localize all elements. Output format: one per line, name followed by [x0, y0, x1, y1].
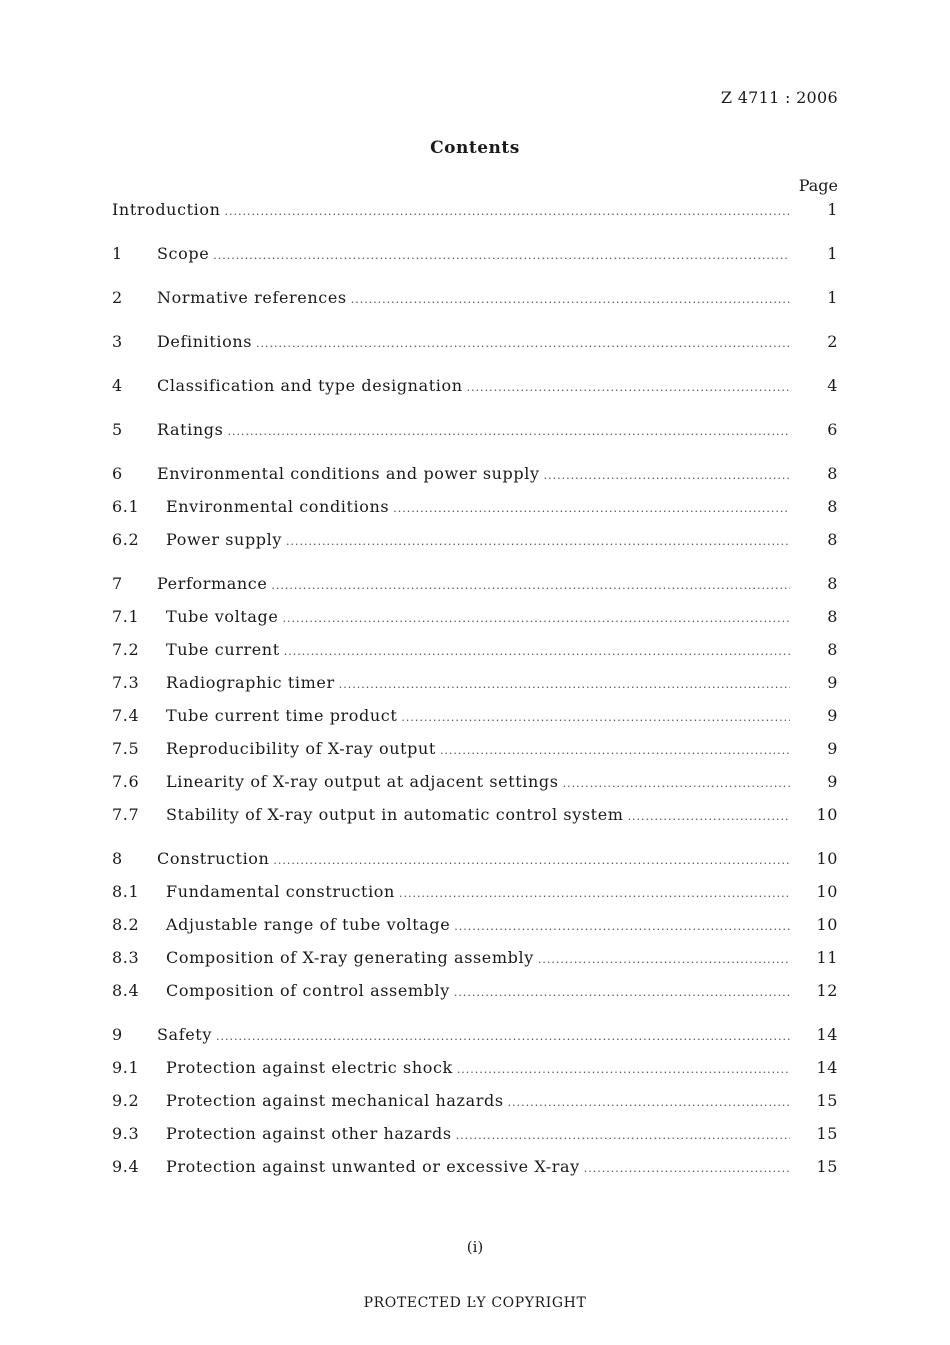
toc-entry-label: Definitions	[157, 332, 253, 351]
toc-entry[interactable]	[112, 420, 838, 453]
toc-entry[interactable]	[112, 530, 838, 563]
dot-leader	[454, 920, 790, 933]
toc-entry-label: Classification and type designation	[157, 376, 463, 395]
dot-leader	[351, 293, 790, 306]
toc-entry-number: 7.2	[112, 640, 140, 659]
toc-entry-number: 9.1	[112, 1058, 140, 1077]
toc-entry-label: Composition of X-ray generating assembly	[166, 948, 534, 967]
toc-entry-label: Construction	[157, 849, 270, 868]
toc-entry-label: Protection against unwanted or excessive X-ray	[166, 1157, 580, 1176]
toc-entry-label: Power supply	[166, 530, 283, 549]
toc-entry-number: 5	[112, 420, 123, 439]
toc-entry-number: 9.2	[112, 1091, 140, 1110]
toc-entry-page: 8	[827, 464, 838, 483]
toc-entry-page: 14	[816, 1058, 838, 1077]
toc-entry-number: 7	[112, 574, 123, 593]
toc-entry[interactable]	[112, 981, 838, 1014]
dot-leader	[216, 1030, 790, 1043]
toc-entry-page: 10	[816, 882, 838, 901]
toc-entry-label: Scope	[157, 244, 210, 263]
toc-entry-page: 15	[816, 1157, 838, 1176]
toc-entry-label: Fundamental construction	[166, 882, 395, 901]
toc-entry-label: Ratings	[157, 420, 224, 439]
dot-leader	[213, 249, 790, 262]
toc-entry[interactable]	[112, 200, 838, 233]
toc-entry-label: Environmental conditions	[166, 497, 390, 516]
toc-entry-page: 8	[827, 607, 838, 626]
toc-entry-label: Protection against other hazards	[166, 1124, 452, 1143]
dot-leader	[628, 810, 790, 823]
toc-entry[interactable]	[112, 772, 838, 805]
toc-entry-label: Safety	[157, 1025, 212, 1044]
dot-leader	[454, 986, 790, 999]
dot-leader	[225, 205, 790, 218]
toc-entry-number: 7.5	[112, 739, 140, 758]
toc-entry-page: 1	[827, 288, 838, 307]
toc-entry-number: 7.3	[112, 673, 140, 692]
toc-entry[interactable]	[112, 497, 838, 530]
toc-entry-number: 2	[112, 288, 123, 307]
toc-entry-page: 4	[827, 376, 838, 395]
toc-entry-label: Linearity of X-ray output at adjacent settings	[166, 772, 559, 791]
toc-entry[interactable]	[112, 640, 838, 673]
toc-entry[interactable]	[112, 706, 838, 739]
dot-leader	[584, 1162, 790, 1175]
toc-entry[interactable]	[112, 882, 838, 915]
dot-leader	[284, 645, 790, 658]
toc-entry[interactable]	[112, 1058, 838, 1091]
toc-entry-page: 12	[816, 981, 838, 1000]
toc-entry[interactable]	[112, 739, 838, 772]
dot-leader	[401, 711, 790, 724]
toc-entry-page: 10	[816, 915, 838, 934]
toc-entry[interactable]	[112, 244, 838, 277]
dot-leader	[544, 469, 790, 482]
toc-entry[interactable]	[112, 1025, 838, 1058]
dot-leader	[273, 854, 790, 867]
toc-entry-page: 9	[827, 673, 838, 692]
toc-entry-label: Environmental conditions and power supply	[157, 464, 540, 483]
toc-entry-number: 3	[112, 332, 123, 351]
toc-entry-page: 9	[827, 739, 838, 758]
toc-entry-label: Adjustable range of tube voltage	[166, 915, 451, 934]
toc-entry-page: 15	[816, 1124, 838, 1143]
toc-entry-page: 9	[827, 706, 838, 725]
toc-entry-label: Tube voltage	[166, 607, 279, 626]
toc-entry-label: Tube current	[166, 640, 280, 659]
toc-entry[interactable]	[112, 1157, 838, 1190]
toc-entry[interactable]	[112, 673, 838, 706]
toc-entry-page: 9	[827, 772, 838, 791]
toc-entry[interactable]	[112, 1124, 838, 1157]
dot-leader	[467, 381, 790, 394]
toc-entry-number: 7.4	[112, 706, 140, 725]
toc-entry-label: Composition of control assembly	[166, 981, 450, 1000]
toc-entry-page: 10	[816, 849, 838, 868]
toc-entry-label: Protection against electric shock	[166, 1058, 453, 1077]
toc-entry-number: 8.2	[112, 915, 140, 934]
toc-entry-label: Reproducibility of X-ray output	[166, 739, 436, 758]
toc-entry-label: Stability of X-ray output in automatic control system	[166, 805, 624, 824]
toc-entry-label: Introduction	[112, 200, 221, 219]
table-of-contents	[112, 200, 838, 1190]
toc-entry[interactable]	[112, 805, 838, 838]
copyright-notice: PROTECTED ĿY COPYRIGHT	[363, 1295, 587, 1311]
toc-entry-number: 8	[112, 849, 123, 868]
toc-entry-number: 8.1	[112, 882, 140, 901]
document-id: Z 4711 : 2006	[720, 88, 838, 107]
toc-entry[interactable]	[112, 915, 838, 948]
toc-entry-label: Tube current time product	[166, 706, 398, 725]
toc-entry-label: Radiographic timer	[166, 673, 335, 692]
toc-entry-number: 6.2	[112, 530, 140, 549]
dot-leader	[339, 678, 790, 691]
toc-entry-number: 8.4	[112, 981, 140, 1000]
dot-leader	[508, 1096, 790, 1109]
toc-entry[interactable]	[112, 948, 838, 981]
dot-leader	[399, 887, 790, 900]
toc-entry-page: 10	[816, 805, 838, 824]
toc-entry[interactable]	[112, 464, 838, 497]
toc-entry-number: 7.7	[112, 805, 140, 824]
dot-leader	[538, 953, 790, 966]
toc-entry-page: 14	[816, 1025, 838, 1044]
toc-entry-number: 1	[112, 244, 123, 263]
dot-leader	[286, 535, 790, 548]
toc-entry-page: 15	[816, 1091, 838, 1110]
dot-leader	[456, 1129, 790, 1142]
toc-entry[interactable]	[112, 607, 838, 640]
toc-entry-page: 1	[827, 244, 838, 263]
toc-entry[interactable]	[112, 1091, 838, 1124]
toc-entry[interactable]	[112, 332, 838, 365]
toc-entry-page: 6	[827, 420, 838, 439]
toc-entry-number: 4	[112, 376, 123, 395]
toc-entry[interactable]	[112, 288, 838, 321]
toc-entry[interactable]	[112, 574, 838, 607]
page-column-header: Page	[798, 176, 838, 195]
dot-leader	[227, 425, 790, 438]
contents-title: Contents	[430, 138, 520, 158]
toc-entry-number: 9	[112, 1025, 123, 1044]
toc-entry-number: 9.4	[112, 1157, 140, 1176]
toc-entry-page: 8	[827, 530, 838, 549]
toc-entry-number: 6.1	[112, 497, 140, 516]
dot-leader	[457, 1063, 790, 1076]
toc-entry-page: 11	[816, 948, 838, 967]
toc-entry-number: 6	[112, 464, 123, 483]
toc-entry-page: 8	[827, 574, 838, 593]
toc-entry-number: 7.1	[112, 607, 140, 626]
dot-leader	[271, 579, 790, 592]
dot-leader	[440, 744, 790, 757]
toc-entry-page: 8	[827, 640, 838, 659]
toc-entry-number: 9.3	[112, 1124, 140, 1143]
toc-entry-label: Normative references	[157, 288, 347, 307]
dot-leader	[393, 502, 790, 515]
footer-page-number: (i)	[466, 1238, 484, 1256]
toc-entry-page: 1	[827, 200, 838, 219]
toc-entry-label: Performance	[157, 574, 268, 593]
dot-leader	[563, 777, 790, 790]
toc-entry[interactable]	[112, 849, 838, 882]
dot-leader	[256, 337, 790, 350]
toc-entry-number: 7.6	[112, 772, 140, 791]
toc-entry-page: 2	[827, 332, 838, 351]
toc-entry-number: 8.3	[112, 948, 140, 967]
toc-entry[interactable]	[112, 376, 838, 409]
toc-entry-label: Protection against mechanical hazards	[166, 1091, 504, 1110]
dot-leader	[282, 612, 790, 625]
toc-entry-page: 8	[827, 497, 838, 516]
